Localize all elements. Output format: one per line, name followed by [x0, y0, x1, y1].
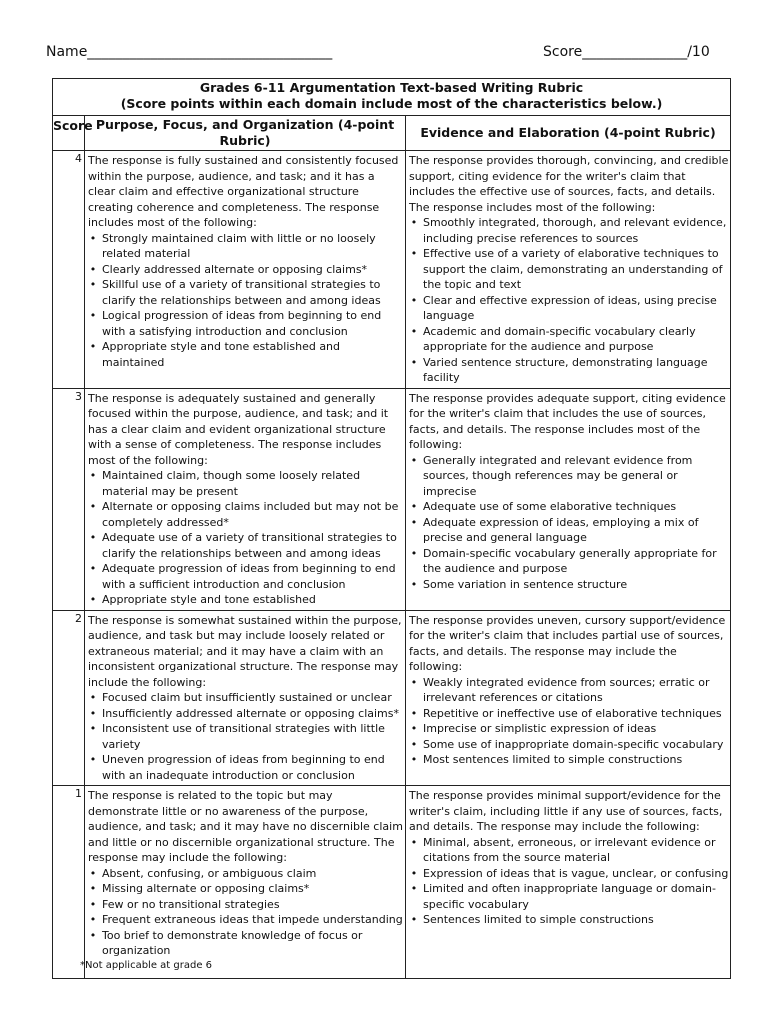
purpose-bullet-list — [88, 866, 405, 959]
list-item-text: Missing alternate or opposing claims* — [102, 882, 310, 895]
bullet-icon: • — [89, 231, 97, 245]
bullet-icon: • — [410, 737, 418, 751]
rubric-row-score-2 — [53, 610, 731, 786]
list-item — [88, 530, 405, 561]
score-field-label: Score_______________/10 — [543, 44, 710, 60]
evidence-description-cell — [406, 786, 731, 979]
column-header-score: Score — [53, 116, 85, 151]
list-item-text: Appropriate style and tone established and maintained — [102, 340, 341, 369]
list-item-text: Adequate progression of ideas from beginning to end with a sufficient introduction and conclusion — [102, 562, 396, 591]
footnote: *Not applicable at grade 6 — [80, 960, 213, 971]
bullet-icon: • — [89, 706, 97, 720]
list-item — [409, 706, 730, 722]
evidence-intro-text: The response provides minimal support/evidence for the writer's claim, including little if any use of sources, facts, and details. The response may include the following: — [409, 789, 723, 833]
purpose-description-cell — [85, 151, 406, 389]
list-item-text: Clear and effective expression of ideas, using precise language — [423, 293, 717, 322]
name-field-label: Name___________________________________ — [46, 44, 333, 60]
list-item-text: Repetitive or ineffective use of elaborative techniques — [423, 706, 722, 720]
list-item-text: Smoothly integrated, thorough, and relevant evidence, including precise references to sources — [423, 216, 727, 245]
evidence-description-cell — [406, 151, 731, 389]
list-item — [88, 897, 405, 913]
list-item — [88, 912, 405, 928]
list-item — [409, 453, 730, 500]
bullet-icon: • — [89, 866, 97, 880]
list-item-text: Clearly addressed alternate or opposing claims* — [102, 262, 368, 276]
bullet-icon: • — [89, 340, 97, 353]
list-item — [409, 293, 730, 324]
list-item-text: Some use of inappropriate domain-specific vocabulary — [423, 737, 724, 751]
bullet-icon: • — [89, 928, 97, 942]
list-item-text: Insufficiently addressed alternate or opposing claims* — [102, 706, 399, 720]
evidence-intro-text: The response provides uneven, cursory support/evidence for the writer's claim that includes partial use of sources, facts, and details. The response may include the following: — [409, 613, 726, 673]
list-item-text: Most sentences limited to simple constructions — [423, 753, 683, 766]
list-item — [409, 881, 730, 912]
bullet-icon: • — [89, 309, 97, 322]
rubric-row-score-1 — [53, 786, 731, 979]
list-item — [409, 246, 730, 293]
bullet-icon: • — [410, 913, 418, 926]
bullet-icon: • — [410, 247, 418, 260]
list-item-text: Expression of ideas that is vague, unclear, or confusing — [423, 866, 729, 880]
list-item-text: Frequent extraneous ideas that impede understanding — [102, 913, 403, 926]
evidence-bullet-list — [409, 675, 730, 768]
list-item-text: Imprecise or simplistic expression of ideas — [423, 722, 657, 735]
list-item-text: Sentences limited to simple constructions — [423, 913, 654, 926]
evidence-intro-text: The response provides adequate support, citing evidence for the writer's claim that includes the use of sources, facts, and details. The response includes most of the following: — [409, 391, 726, 451]
list-item-text: Effective use of a variety of elaborative techniques to support the claim, demonstrating an understanding of the topic and text — [423, 247, 723, 291]
list-item-text: Alternate or opposing claims included but may not be completely addressed* — [102, 500, 399, 529]
bullet-icon: • — [89, 913, 97, 926]
list-item-text: Uneven progression of ideas from beginning to end with an inadequate introduction or conclusion — [102, 753, 385, 782]
list-item-text: Domain-specific vocabulary generally appropriate for the audience and purpose — [423, 546, 717, 575]
list-item — [88, 339, 405, 370]
list-item — [409, 675, 730, 706]
bullet-icon: • — [89, 562, 97, 575]
list-item-text: Varied sentence structure, demonstrating language facility — [423, 355, 708, 384]
rubric-title-line2: (Score points within each domain include most of the characteristics below.) — [120, 96, 663, 111]
list-item-text: Weakly integrated evidence from sources; erratic or irrelevant references or citations — [423, 675, 710, 704]
bullet-icon: • — [89, 897, 97, 911]
list-item-text: Generally integrated and relevant evidence from sources, though references may be general or imprecise — [423, 453, 693, 498]
purpose-bullet-list — [88, 690, 405, 783]
list-item-text: Some variation in sentence structure — [423, 577, 628, 591]
column-header-evidence: Evidence and Elaboration (4-point Rubric) — [406, 116, 731, 151]
rubric-title — [53, 79, 731, 116]
list-item — [88, 706, 405, 722]
rubric-row-score-3 — [53, 388, 731, 610]
column-header-purpose: Purpose, Focus, and Organization (4-point Rubric) — [85, 116, 406, 151]
bullet-icon: • — [410, 324, 418, 338]
list-item-text: Few or no transitional strategies — [102, 897, 280, 911]
evidence-bullet-list — [409, 453, 730, 593]
bullet-icon: • — [410, 675, 418, 689]
list-item-text: Strongly maintained claim with little or no loosely related material — [102, 231, 376, 260]
list-item — [88, 866, 405, 882]
list-item — [409, 912, 730, 928]
bullet-icon: • — [89, 882, 97, 895]
score-value: 4 — [53, 151, 85, 389]
list-item-text: Academic and domain-specific vocabulary clearly appropriate for the audience and purpose — [423, 324, 696, 353]
list-item — [409, 546, 730, 577]
list-item — [409, 324, 730, 355]
bullet-icon: • — [89, 278, 97, 291]
worksheet-header — [46, 44, 726, 66]
list-item — [409, 721, 730, 737]
bullet-icon: • — [410, 546, 418, 560]
list-item — [88, 231, 405, 262]
list-item — [88, 752, 405, 783]
score-value: 1 — [53, 786, 85, 979]
evidence-intro-text: The response provides thorough, convincing, and credible support, citing evidence for the writer's claim that includes the effective use of sources, facts, and details. The response includes most of the following: — [409, 154, 729, 214]
list-item — [409, 215, 730, 246]
rubric-header-row — [53, 116, 731, 151]
list-item-text: Appropriate style and tone established — [102, 593, 316, 606]
list-item-text: Logical progression of ideas from beginning to end with a satisfying introduction and conclusion — [102, 309, 382, 338]
purpose-description-cell — [85, 610, 406, 786]
bullet-icon: • — [410, 882, 418, 895]
list-item-text: Inconsistent use of transitional strategies with little variety — [102, 722, 385, 751]
bullet-icon: • — [89, 531, 97, 544]
purpose-description-cell — [85, 388, 406, 610]
bullet-icon: • — [410, 453, 418, 467]
list-item — [88, 928, 405, 959]
evidence-bullet-list — [409, 215, 730, 386]
list-item — [88, 262, 405, 278]
list-item — [88, 690, 405, 706]
purpose-bullet-list — [88, 468, 405, 608]
bullet-icon: • — [89, 753, 97, 766]
bullet-icon: • — [89, 262, 97, 276]
bullet-icon: • — [89, 722, 97, 735]
purpose-intro-text: The response is somewhat sustained within the purpose, audience, and task but may include loosely related or extraneous material; and it may have a claim with an inconsistent organizational structure. The response may include the following: — [88, 613, 402, 689]
list-item — [409, 737, 730, 753]
rubric-title-row — [53, 79, 731, 116]
bullet-icon: • — [89, 500, 97, 513]
list-item-text: Limited and often inappropriate language or domain-specific vocabulary — [423, 882, 716, 911]
bullet-icon: • — [410, 722, 418, 735]
purpose-description-cell — [85, 786, 406, 979]
list-item — [88, 561, 405, 592]
bullet-icon: • — [410, 355, 418, 369]
list-item-text: Adequate use of some elaborative techniques — [423, 500, 677, 513]
bullet-icon: • — [410, 835, 418, 849]
list-item — [409, 577, 730, 593]
bullet-icon: • — [410, 500, 418, 513]
rubric-title-line1: Grades 6-11 Argumentation Text-based Writing Rubric — [199, 80, 584, 95]
purpose-bullet-list — [88, 231, 405, 371]
evidence-bullet-list — [409, 835, 730, 928]
purpose-intro-text: The response is adequately sustained and generally focused within the purpose, audience, and task; and it has a clear claim and evident organizational structure with a sense of completeness. The response includes most of the following: — [88, 391, 389, 467]
bullet-icon: • — [410, 706, 418, 720]
list-item-text: Focused claim but insufficiently sustained or unclear — [102, 691, 392, 704]
rubric-row-score-4 — [53, 151, 731, 389]
bullet-icon: • — [410, 753, 418, 766]
list-item — [409, 752, 730, 768]
list-item-text: Minimal, absent, erroneous, or irrelevant evidence or citations from the source material — [423, 835, 716, 864]
bullet-icon: • — [89, 469, 97, 482]
list-item-text: Skillful use of a variety of transitional strategies to clarify the relationships between and among ideas — [102, 278, 381, 307]
list-item — [88, 277, 405, 308]
list-item — [88, 881, 405, 897]
list-item-text: Absent, confusing, or ambiguous claim — [102, 866, 317, 880]
list-item — [409, 355, 730, 386]
list-item — [409, 499, 730, 515]
bullet-icon: • — [410, 515, 418, 529]
list-item — [409, 866, 730, 882]
bullet-icon: • — [89, 691, 97, 704]
rubric-body — [53, 151, 731, 979]
purpose-intro-text: The response is fully sustained and consistently focused within the purpose, audience, and task; and it has a clear claim and effective organizational structure creating coherence and completeness. The response includes most of the following: — [88, 154, 399, 229]
bullet-icon: • — [410, 216, 418, 229]
list-item — [409, 515, 730, 546]
score-value: 2 — [53, 610, 85, 786]
list-item — [409, 835, 730, 866]
bullet-icon: • — [89, 593, 97, 606]
evidence-description-cell — [406, 610, 731, 786]
list-item-text: Adequate use of a variety of transitional strategies to clarify the relationships between and among ideas — [102, 531, 397, 560]
bullet-icon: • — [410, 577, 418, 591]
list-item — [88, 468, 405, 499]
list-item — [88, 499, 405, 530]
bullet-icon: • — [410, 866, 418, 880]
list-item — [88, 592, 405, 608]
list-item-text: Too brief to demonstrate knowledge of focus or organization — [102, 928, 363, 957]
score-value: 3 — [53, 388, 85, 610]
list-item — [88, 721, 405, 752]
rubric-table — [52, 78, 731, 979]
bullet-icon: • — [410, 293, 418, 307]
list-item-text: Maintained claim, though some loosely related material may be present — [102, 469, 361, 498]
evidence-description-cell — [406, 388, 731, 610]
list-item — [88, 308, 405, 339]
list-item-text: Adequate expression of ideas, employing a mix of precise and general language — [423, 515, 699, 544]
purpose-intro-text: The response is related to the topic but may demonstrate little or no awareness of the purpose, audience, and task; and it may have no discernible claim and little or no discernible organizational structure. The response may include the following: — [88, 789, 403, 864]
